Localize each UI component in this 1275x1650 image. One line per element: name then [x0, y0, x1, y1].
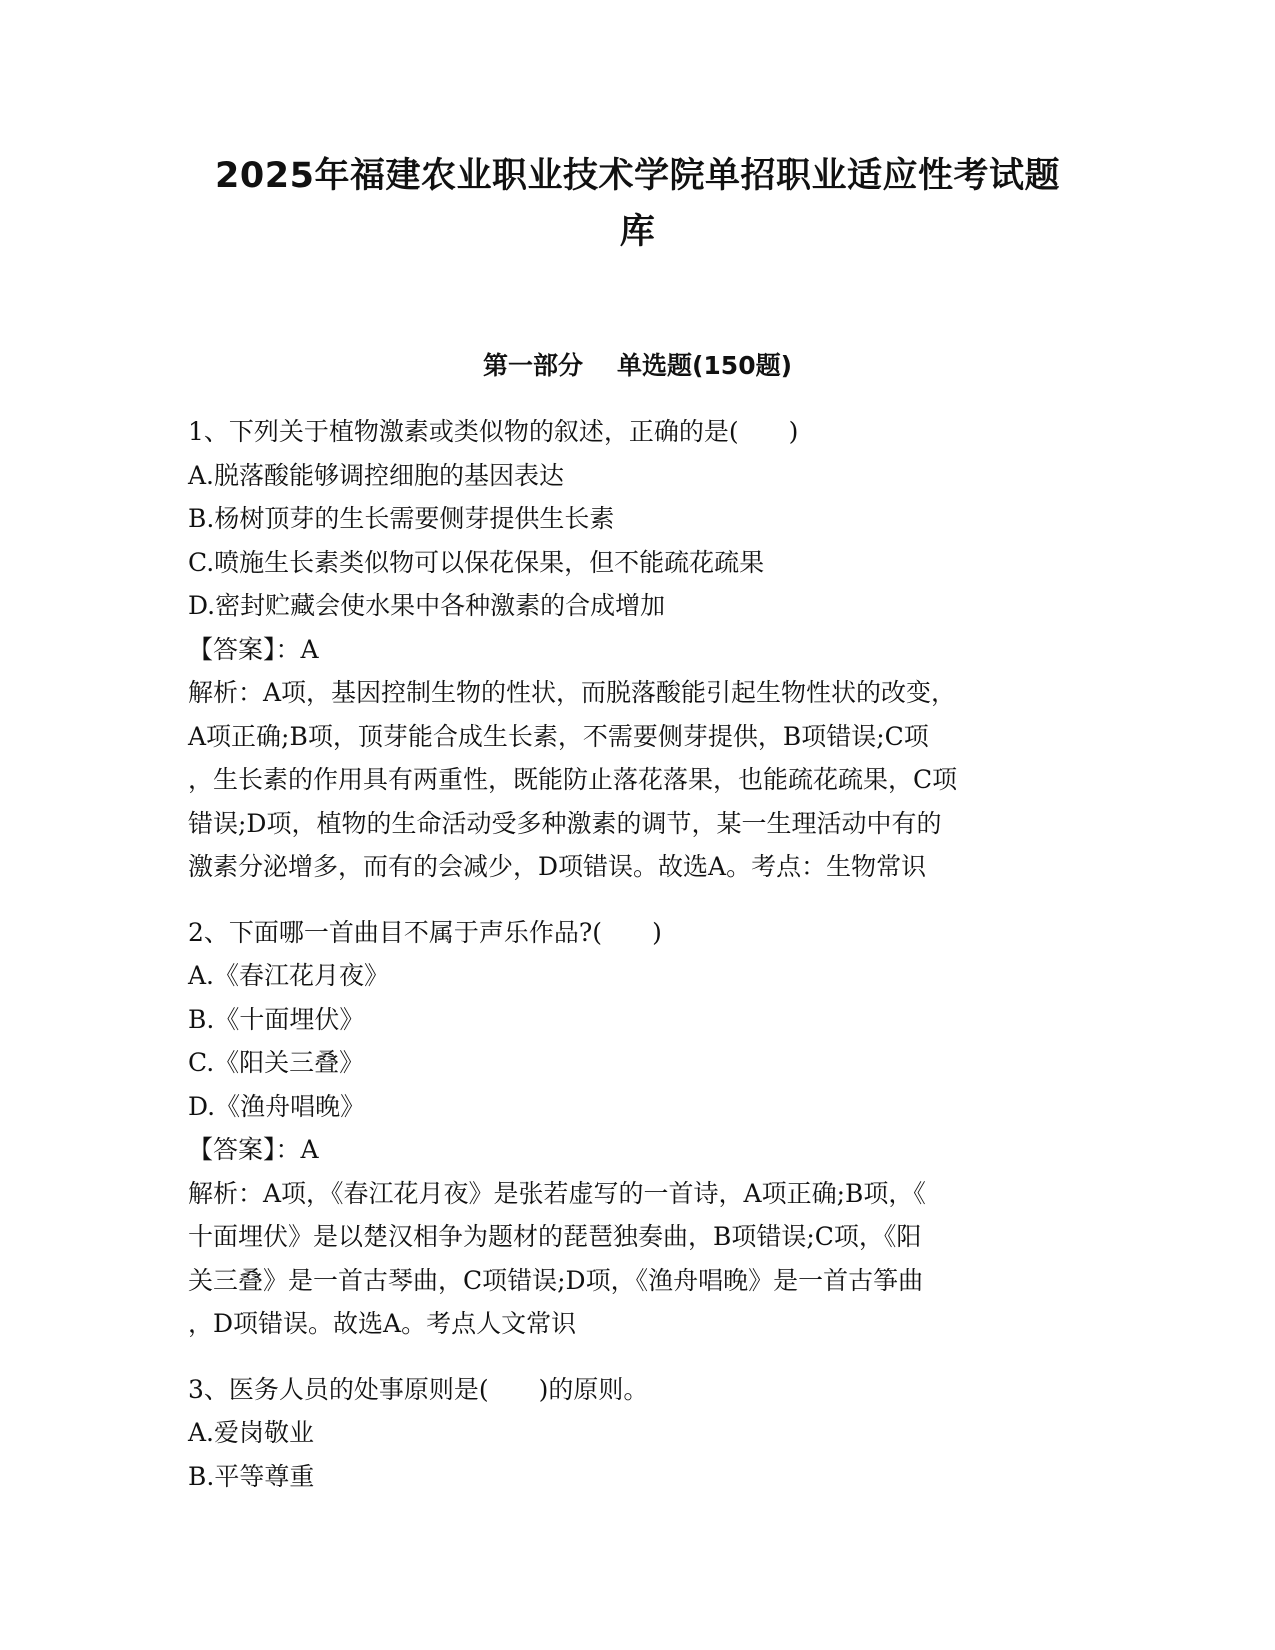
analysis-line: 十面埋伏》是以楚汉相争为题材的琵琶独奏曲，B项错误;C项，《阳 [188, 1222, 922, 1251]
option-c: C.《阳关三叠》 [188, 1048, 365, 1077]
option-a: A.爱岗敬业 [188, 1418, 315, 1447]
answer-line: 【答案】：A [188, 634, 319, 664]
question-stem: 1、下列关于植物激素或类似物的叙述，正确的是( ) [188, 417, 799, 446]
option-b: B.杨树顶芽的生长需要侧芽提供生长素 [188, 504, 615, 533]
option-c: C.喷施生长素类似物可以保花保果，但不能疏花疏果 [188, 547, 765, 577]
analysis-line: 解析：A项，《春江花月夜》是张若虚写的一首诗，A项正确;B项，《 [188, 1178, 926, 1208]
option-a: A.《春江花月夜》 [188, 961, 390, 990]
question-list [188, 410, 1088, 1498]
document-title-line-1: 2025年福建农业职业技术学院单招职业适应性考试题 [215, 156, 1060, 196]
option-d: D.密封贮藏会使水果中各种激素的合成增加 [188, 591, 666, 620]
option-d: D.《渔舟唱晚》 [188, 1091, 366, 1121]
section-heading [185, 348, 1090, 384]
option-b: B.平等尊重 [188, 1461, 315, 1491]
question-1 [188, 410, 1088, 889]
analysis-line: ，D项错误。故选A。考点人文常识 [188, 1309, 577, 1338]
option-b: B.《十面埋伏》 [188, 1004, 365, 1034]
analysis-text [188, 1172, 1088, 1346]
analysis-line: A项正确;B项，顶芽能合成生长素，不需要侧芽提供，B项错误;C项 [188, 721, 929, 751]
analysis-line: 关三叠》是一首古琴曲，C项错误;D项，《渔舟唱晚》是一首古筝曲 [188, 1265, 924, 1295]
analysis-line: 错误;D项，植物的生命活动受多种激素的调节，某一生理活动中有的 [188, 808, 942, 838]
question-stem: 3、医务人员的处事原则是( )的原则。 [188, 1374, 649, 1404]
question-stem: 2、下面哪一首曲目不属于声乐作品?( ) [188, 917, 662, 947]
analysis-line: ，生长素的作用具有两重性，既能防止落花落果，也能疏花疏果，C项 [188, 765, 958, 794]
section-part: 第一部分 [482, 351, 583, 380]
document-title [185, 148, 1090, 260]
analysis-line: 解析：A项，基因控制生物的性状，而脱落酸能引起生物性状的改变， [188, 678, 957, 707]
document-title-line-2: 库 [619, 212, 656, 252]
answer-line: 【答案】：A [188, 1135, 319, 1164]
option-a: A.脱落酸能够调控细胞的基因表达 [188, 460, 565, 490]
analysis-line: 激素分泌增多，而有的会减少，D项错误。故选A。考点：生物常识 [188, 852, 927, 881]
section-name: 单选题(150题) [616, 351, 793, 380]
question-3 [188, 1368, 1088, 1499]
analysis-text [188, 671, 1088, 889]
question-2 [188, 911, 1088, 1346]
